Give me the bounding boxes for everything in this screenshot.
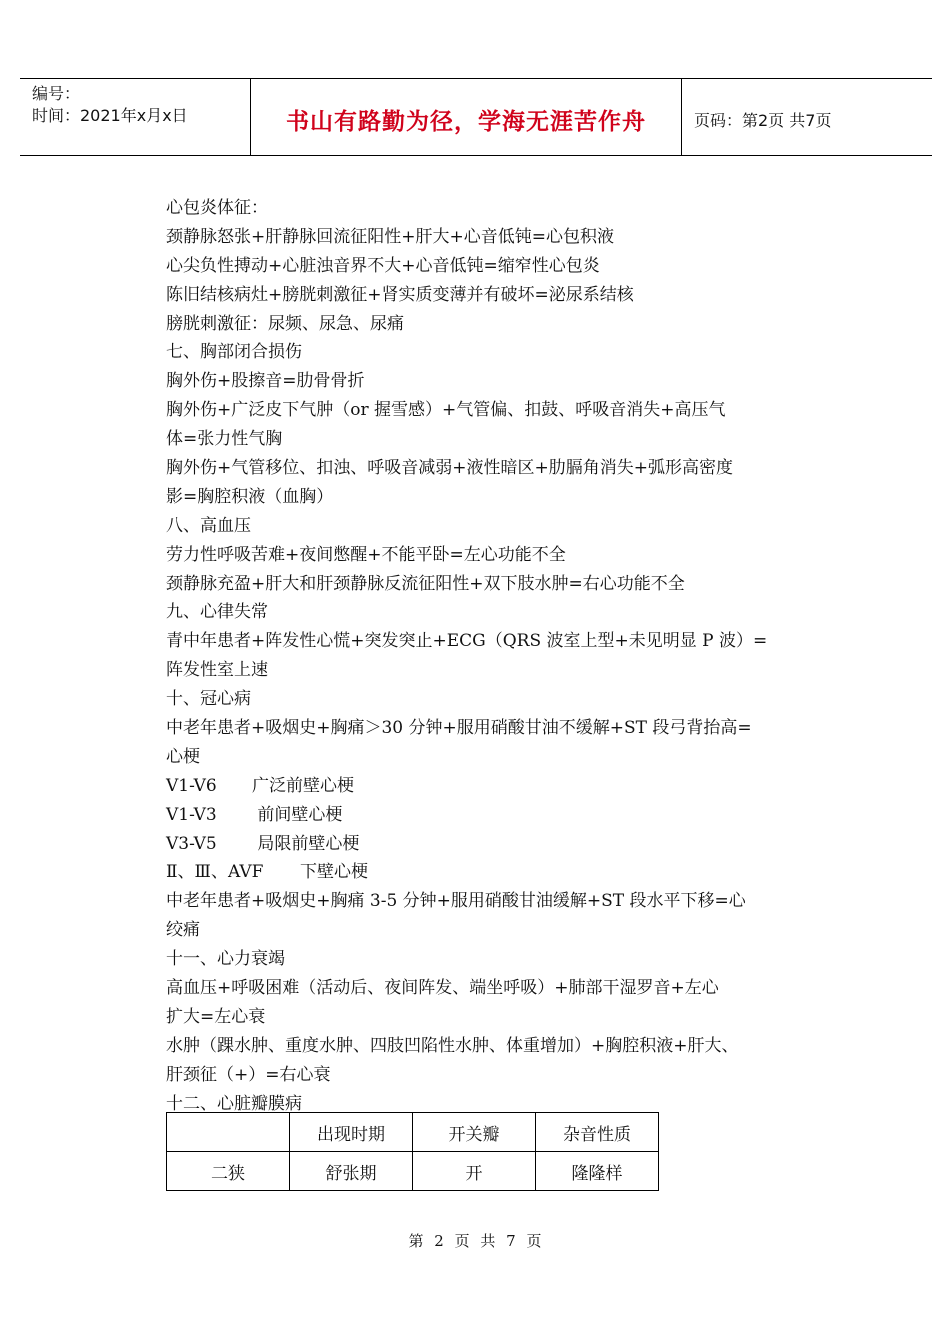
text-line: 中老年患者+吸烟史+胸痛＞30 分钟+服用硝酸甘油不缓解+ST 段弓背抬高= — [166, 718, 752, 739]
lead-name: V1-V3 — [166, 804, 217, 825]
text-line: 体=张力性气胸 — [166, 429, 283, 450]
lead-name: V1-V6 — [166, 775, 217, 796]
header-meta — [32, 83, 188, 127]
table-cell: 二狭 — [167, 1152, 290, 1191]
lead-row — [166, 830, 806, 859]
text-line: 膀胱刺激征：尿频、尿急、尿痛 — [166, 313, 404, 334]
table-header-row — [167, 1113, 659, 1152]
header-page-number: 页码：第2页 共7页 — [694, 111, 832, 130]
text-line: 心包炎体征： — [166, 198, 268, 218]
section-heading: 十一、心力衰竭 — [166, 949, 285, 970]
text-line: 颈静脉怒张+肝静脉回流征阳性+肝大+心音低钝=心包积液 — [166, 226, 614, 247]
text-line: 心梗 — [166, 746, 200, 767]
text-line: 心尖负性搏动+心脏浊音界不大+心音低钝=缩窄性心包炎 — [166, 255, 600, 276]
text-line: 水肿（踝水肿、重度水肿、四肢凹陷性水肿、体重增加）+胸腔积液+肝大、 — [166, 1035, 739, 1056]
table-row — [167, 1152, 659, 1191]
text-line: 阵发性室上速 — [166, 660, 268, 681]
text-line: 劳力性呼吸苦难+夜间憋醒+不能平卧=左心功能不全 — [166, 544, 566, 565]
section-heading: 十、冠心病 — [166, 689, 251, 710]
table-cell: 开 — [413, 1152, 536, 1191]
lead-name: V3-V5 — [166, 833, 217, 854]
lead-row — [166, 801, 806, 830]
table-header-cell: 开关瓣 — [413, 1113, 536, 1152]
page-footer: 第 2 页 共 7 页 — [408, 1232, 542, 1250]
table-header-cell — [167, 1113, 290, 1152]
text-line: 陈旧结核病灶+膀胱刺激征+肾实质变薄并有破坏=泌尿系结核 — [166, 284, 634, 305]
document-body — [166, 194, 806, 1119]
text-line: 胸外伤+股擦音=肋骨骨折 — [166, 371, 365, 392]
lead-site: 局限前壁心梗 — [252, 833, 360, 854]
lead-row — [166, 858, 806, 887]
page-header — [20, 78, 932, 156]
lead-row — [166, 772, 806, 801]
time-label: 时间：2021年x月x日 — [32, 106, 188, 125]
table-header-cell: 杂音性质 — [536, 1113, 659, 1152]
section-heading: 十二、心脏瓣膜病 — [166, 1093, 302, 1114]
section-heading: 九、心律失常 — [166, 602, 268, 623]
text-line: 青中年患者+阵发性心慌+突发突止+ECG（QRS 波室上型+未见明显 P 波）= — [166, 631, 768, 652]
section-heading: 八、高血压 — [166, 515, 251, 536]
header-divider — [681, 79, 682, 155]
text-line: 肝颈征（+）=右心衰 — [166, 1064, 331, 1085]
header-motto: 书山有路勤为径，学海无涯苦作舟 — [286, 109, 646, 135]
lead-site: 前间壁心梗 — [252, 804, 343, 825]
table-header-cell: 出现时期 — [290, 1113, 413, 1152]
text-line: 影=胸腔积液（血胸） — [166, 486, 334, 507]
text-line: 胸外伤+广泛皮下气肿（or 握雪感）+气管偏、扣鼓、呼吸音消失+高压气 — [166, 400, 726, 421]
table-cell: 隆隆样 — [536, 1152, 659, 1191]
number-label: 编号： — [32, 84, 81, 103]
text-line: 颈静脉充盈+肝大和肝颈静脉反流征阳性+双下肢水肿=右心功能不全 — [166, 573, 685, 594]
text-line: 高血压+呼吸困难（活动后、夜间阵发、端坐呼吸）+肺部干湿罗音+左心 — [166, 978, 719, 999]
text-line: 扩大=左心衰 — [166, 1006, 266, 1027]
lead-site: 下壁心梗 — [300, 862, 368, 883]
text-line: 胸外伤+气管移位、扣浊、呼吸音减弱+液性暗区+肋膈角消失+弧形高密度 — [166, 458, 733, 479]
lead-name: Ⅱ、Ⅲ、AVF — [166, 862, 264, 883]
text-line: 绞痛 — [166, 920, 200, 941]
table-cell: 舒张期 — [290, 1152, 413, 1191]
text-line: 中老年患者+吸烟史+胸痛 3-5 分钟+服用硝酸甘油缓解+ST 段水平下移=心 — [166, 891, 746, 912]
section-heading: 七、胸部闭合损伤 — [166, 342, 302, 363]
lead-site: 广泛前壁心梗 — [252, 775, 354, 796]
valve-table — [166, 1112, 659, 1191]
